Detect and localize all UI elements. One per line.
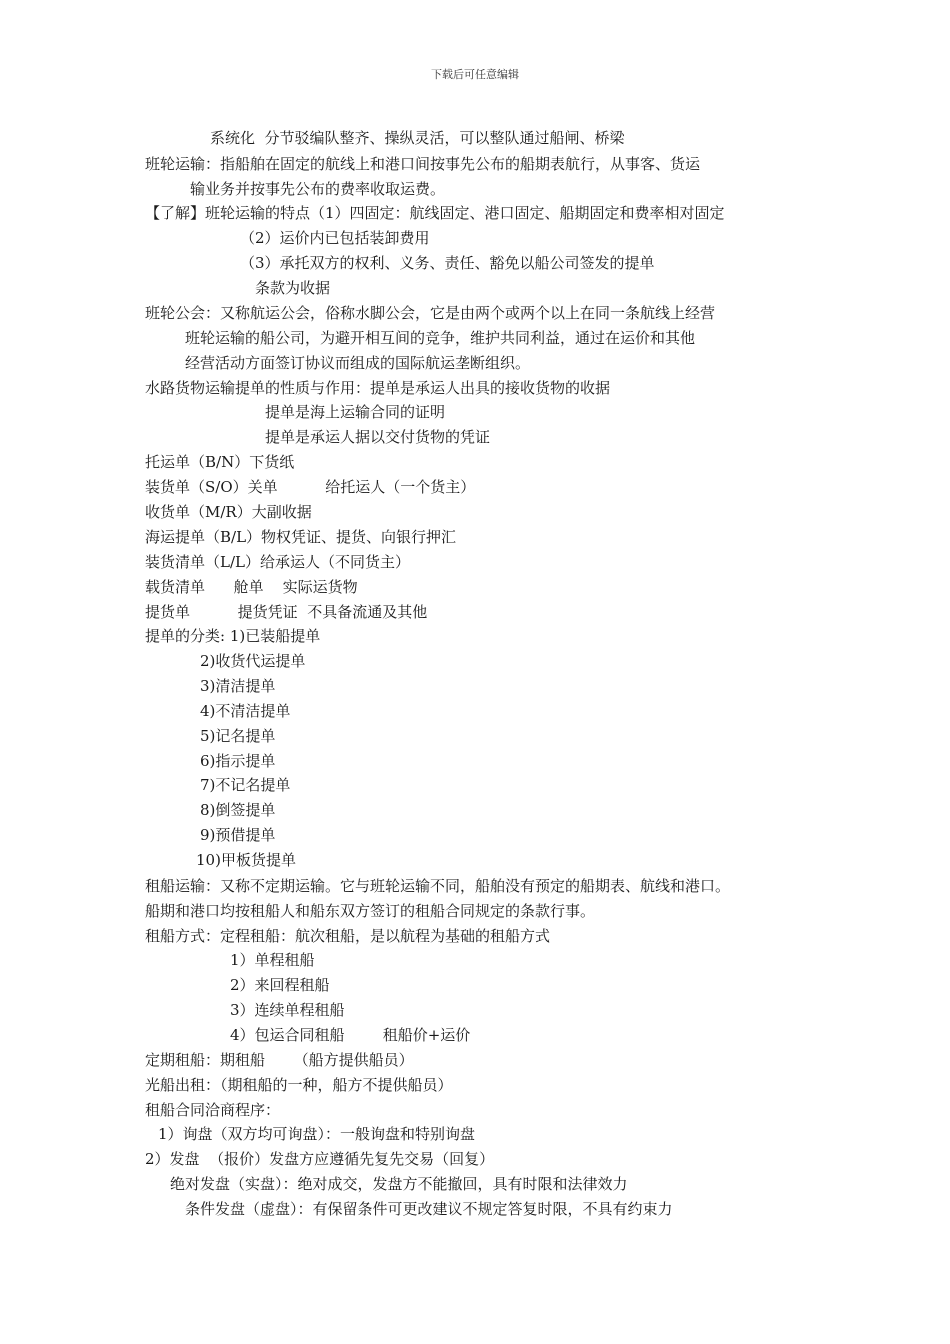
text-line: 班轮运输的船公司，为避开相互间的竞争，维护共同利益，通过在运价和其他 <box>185 329 696 347</box>
text-line: 【了解】班轮运输的特点（1）四固定：航线固定、港口固定、船期固定和费率相对固定 <box>145 204 725 222</box>
text-line: 条款为收据 <box>255 279 331 297</box>
text-line: 1）单程租船 <box>230 951 315 969</box>
text-line: 托运单（B/N）下货纸 <box>145 453 295 471</box>
text-line: 3）连续单程租船 <box>230 1001 345 1019</box>
text-line: 6)指示提单 <box>200 752 276 770</box>
text-line: 9)预借提单 <box>200 826 276 844</box>
text-line: 2）来回程租船 <box>230 976 330 994</box>
text-line: 2）发盘 （报价）发盘方应遵循先复先交易（回复） <box>145 1150 495 1168</box>
text-line: 7)不记名提单 <box>200 776 291 794</box>
text-line: 班轮运输：指船舶在固定的航线上和港口间按事先公布的船期表航行，从事客、货运 <box>145 155 701 173</box>
text-line: 提单是海上运输合同的证明 <box>265 403 446 421</box>
text-line: （3）承托双方的权利、义务、责任、豁免以船公司签发的提单 <box>240 254 655 272</box>
text-line: 租船合同洽商程序： <box>145 1101 281 1119</box>
text-line: 租船方式：定程租船：航次租船，是以航程为基础的租船方式 <box>145 927 551 945</box>
text-line: 船期和港口均按租船人和船东双方签订的租船合同规定的条款行事。 <box>145 902 596 920</box>
text-line: 收货单（M/R）大副收据 <box>145 503 312 521</box>
text-line: 绝对发盘（实盘）：绝对成交，发盘方不能撤回，具有时限和法律效力 <box>170 1175 628 1193</box>
text-line: 系统化 分节驳编队整齐、操纵灵活，可以整队通过船闸、桥梁 <box>210 129 625 147</box>
text-line: 4)不清洁提单 <box>200 702 291 720</box>
text-line: 1）询盘（双方均可询盘）：一般询盘和特别询盘 <box>158 1125 476 1143</box>
text-line: 经营活动方面签订协议而组成的国际航运垄断组织。 <box>185 354 531 372</box>
text-line: 2)收货代运提单 <box>200 652 306 670</box>
text-line: 提货单 提货凭证 不具备流通及其他 <box>145 603 428 621</box>
text-line: 条件发盘（虚盘）：有保留条件可更改建议不规定答复时限，不具有约束力 <box>185 1200 673 1218</box>
text-line: 装货单（S/O）关单 给托运人（一个货主） <box>145 478 476 496</box>
text-line: 装货清单（L/L）给承运人（不同货主） <box>145 553 410 571</box>
text-line: 租船运输：又称不定期运输。它与班轮运输不同，船舶没有预定的船期表、航线和港口。 <box>145 877 731 895</box>
text-line: （2）运价内已包括装卸费用 <box>240 229 430 247</box>
text-line: 海运提单（B/L）物权凭证、提货、向银行押汇 <box>145 528 457 546</box>
text-line: 5)记名提单 <box>200 727 276 745</box>
text-line: 载货清单 舱单 实际运货物 <box>145 578 358 596</box>
text-line: 提单是承运人据以交付货物的凭证 <box>265 428 491 446</box>
text-line: 4）包运合同租船 租船价+运价 <box>230 1026 471 1044</box>
text-line: 水路货物运输提单的性质与作用：提单是承运人出具的接收货物的收据 <box>145 379 611 397</box>
text-line: 3)清洁提单 <box>200 677 276 695</box>
text-line: 8)倒签提单 <box>200 801 276 819</box>
text-line: 光船出租：（期租船的一种，船方不提供船员） <box>145 1076 453 1094</box>
text-line: 10)甲板货提单 <box>196 851 296 869</box>
text-line: 输业务并按事先公布的费率收取运费。 <box>190 180 446 198</box>
text-line: 定期租船：期租船 （船方提供船员） <box>145 1051 414 1069</box>
page-header: 下载后可任意编辑 <box>431 68 519 81</box>
text-line: 提单的分类: 1)已装船提单 <box>145 627 321 645</box>
text-line: 班轮公会：又称航运公会，俗称水脚公会，它是由两个或两个以上在同一条航线上经营 <box>145 304 716 322</box>
